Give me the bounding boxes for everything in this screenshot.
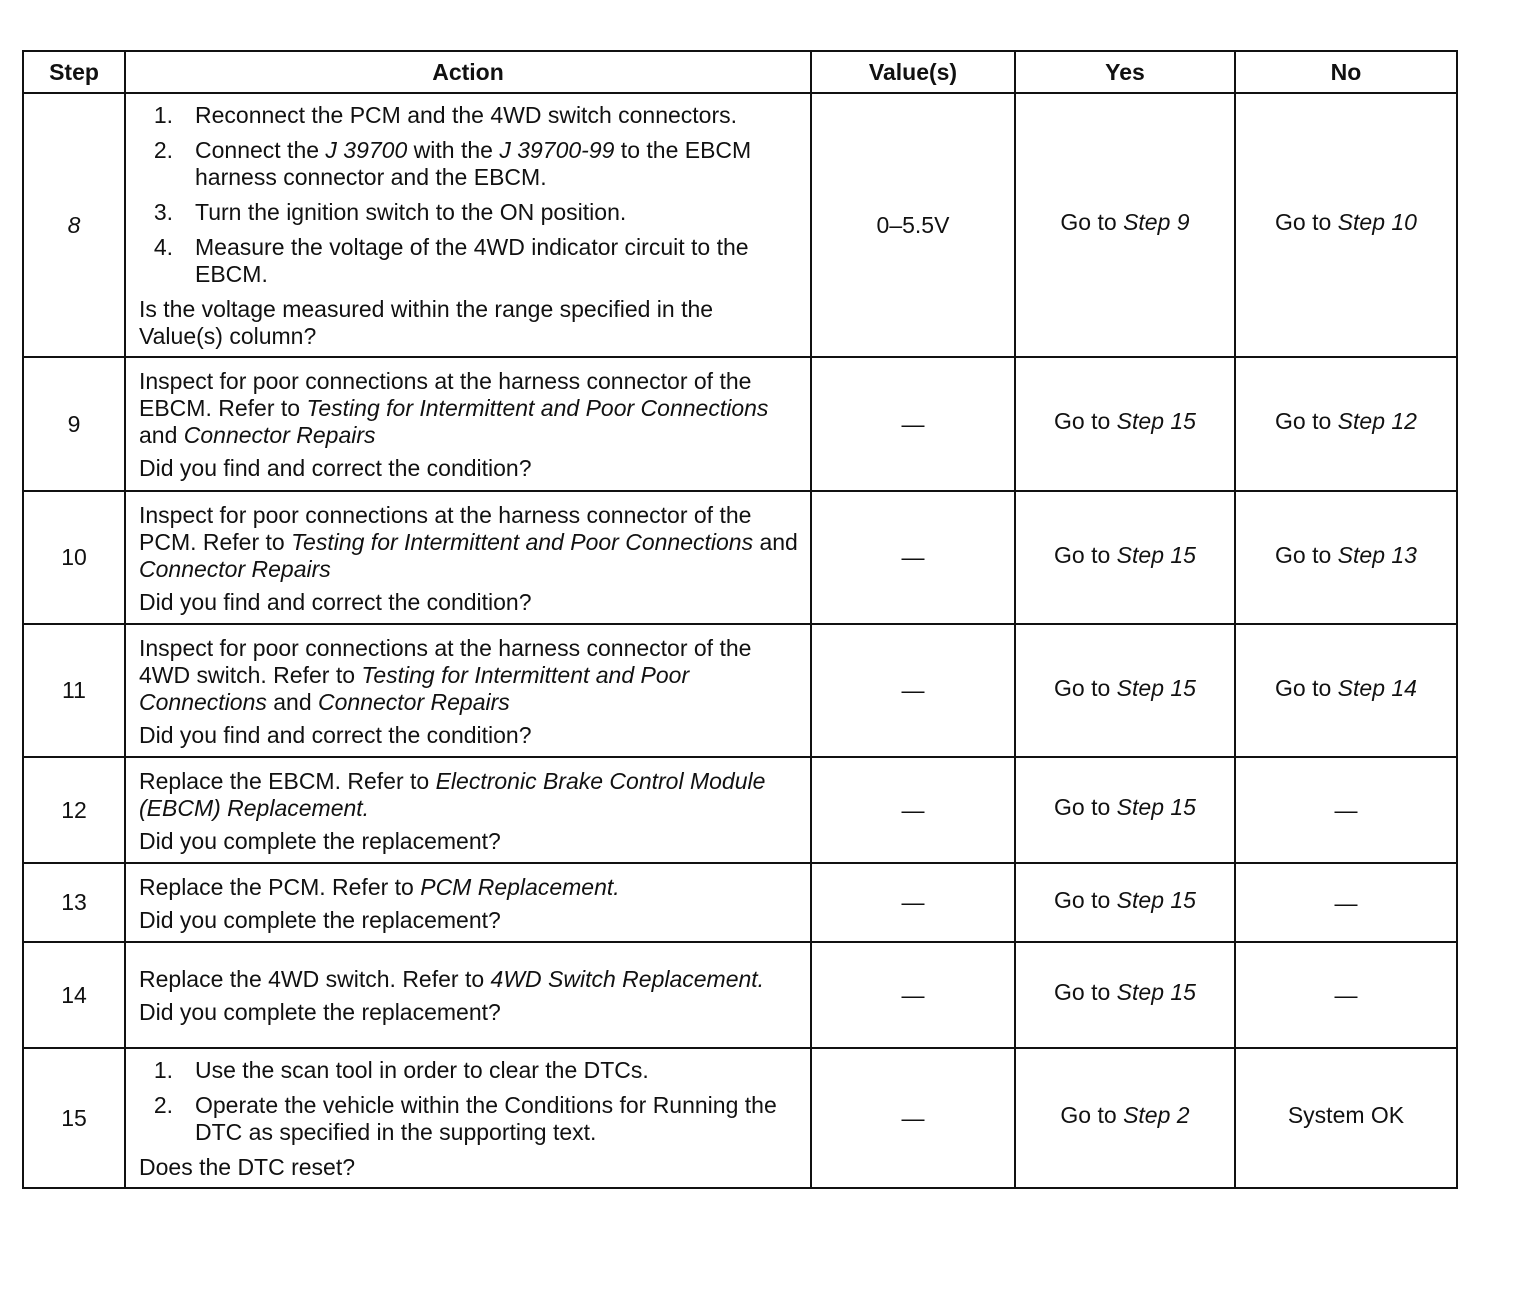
action-cell [125,93,811,357]
list-item: 4. Measure the voltage of the 4WD indicator circuit to the EBCM. [139,234,800,288]
reference-link: Testing for Intermittent and Poor Connections [291,528,754,555]
value-cell: — [811,357,1015,491]
action-cell [125,1048,811,1188]
step-number: 9 [23,357,125,491]
action-cell: Replace the EBCM. Refer to Electronic Brake Control Module (EBCM) Replacement. Did you complete the replacement? [125,757,811,863]
reference-link: Connector Repairs [318,688,510,715]
list-item: 3. Turn the ignition switch to the ON position. [139,199,800,226]
table-row [23,491,1457,624]
yes-cell: Go to Step 2 [1015,1048,1235,1188]
action-text: Measure the voltage of the 4WD indicator circuit to the EBCM. [195,234,749,287]
table-row [23,863,1457,942]
step-link: Step 14 [1337,674,1417,701]
yes-cell: Go to Step 15 [1015,757,1235,863]
header-row [23,51,1457,93]
reference-link: 4WD Switch Replacement. [490,966,765,992]
yes-cell: Go to Step 15 [1015,357,1235,491]
step-number: 11 [23,624,125,757]
header-yes: Yes [1015,51,1235,93]
reference-link: Connector Repairs [183,422,376,448]
reference-link: Testing for Intermittent and Poor Connections [306,395,769,421]
step-number: 13 [23,863,125,942]
step-link: Step 9 [1123,209,1190,235]
action-question: Does the DTC reset? [139,1154,356,1180]
step-number: 15 [23,1048,125,1188]
table-row [23,942,1457,1048]
reference-link: Connector Repairs [139,555,331,582]
table-row [23,757,1457,863]
list-item: 2. Operate the vehicle within the Conditions for Running the DTC as specified in the supporting text. [139,1092,800,1146]
action-question: Did you find and correct the condition? [139,721,532,748]
step-link: Step 13 [1337,541,1417,568]
list-item: 1. Reconnect the PCM and the 4WD switch connectors. [139,102,800,129]
step-number: 10 [23,491,125,624]
step-number: 8 [23,93,125,357]
step-number: 14 [23,942,125,1048]
header-step: Step [23,51,125,93]
action-question: Is the voltage measured within the range specified in the Value(s) column? [139,296,714,349]
value-cell: 0–5.5V [811,93,1015,357]
header-no: No [1235,51,1457,93]
reference-link: Testing for Intermittent and Poor Connections [139,661,690,715]
yes-cell: Go to Step 15 [1015,863,1235,942]
action-question: Did you complete the replacement? [139,827,501,854]
header-action: Action [125,51,811,93]
action-question: Did you find and correct the condition? [139,588,532,615]
action-text: Operate the vehicle within the Conditions for Running the DTC as specified in the supporting text. [195,1092,777,1145]
action-cell: Inspect for poor connections at the harness connector of the EBCM. Refer to Testing for Intermittent and Poor Connections and Connector Repairs Did you find and correct the condition? [125,357,811,491]
action-text: Use the scan tool in order to clear the DTCs. [195,1057,649,1083]
action-cell: Inspect for poor connections at the harness connector of the 4WD switch. Refer to Testing for Intermittent and Poor Connections and Connector Repairs Did you find and correct the condition? [125,624,811,757]
reference-link: Electronic Brake Control Module (EBCM) Replacement. [139,767,766,821]
step-link: Step 15 [1116,979,1196,1005]
diagnostic-table [22,50,1458,1189]
value-cell: — [811,1048,1015,1188]
value-cell: — [811,863,1015,942]
table-row [23,93,1457,357]
tool-reference: J 39700-99 [499,137,615,163]
no-cell: — [1235,863,1457,942]
action-question: Did you find and correct the condition? [139,455,532,481]
no-cell: — [1235,942,1457,1048]
value-cell: — [811,757,1015,863]
tool-reference: J 39700 [325,137,408,163]
table-row [23,357,1457,491]
no-cell: Go to Step 13 [1235,491,1457,624]
list-item: 2. Connect the J 39700 with the J 39700-99 to the EBCM harness connector and the EBCM. [153,137,752,190]
step-link: Step 12 [1337,408,1417,434]
table-row [23,1048,1457,1188]
yes-cell: Go to Step 15 [1015,491,1235,624]
yes-cell: Go to Step 15 [1015,942,1235,1048]
yes-cell: Go to Step 9 [1015,93,1235,357]
yes-cell: Go to Step 15 [1015,624,1235,757]
table-row [23,624,1457,757]
no-cell: — [1235,757,1457,863]
no-cell: Go to Step 14 [1235,624,1457,757]
no-cell: Go to Step 10 [1235,93,1457,357]
action-text: Turn the ignition switch to the ON position. [195,199,627,225]
no-cell: System OK [1235,1048,1457,1188]
step-link: Step 10 [1337,209,1417,235]
action-question: Did you complete the replacement? [139,906,501,933]
step-link: Step 2 [1123,1102,1190,1128]
step-link: Step 15 [1116,794,1196,820]
step-link: Step 15 [1116,408,1196,434]
list-item: 1. Use the scan tool in order to clear the DTCs. [139,1057,800,1084]
no-cell: Go to Step 12 [1235,357,1457,491]
value-cell: — [811,624,1015,757]
value-cell: — [811,942,1015,1048]
step-number: 12 [23,757,125,863]
value-cell: — [811,491,1015,624]
reference-link: PCM Replacement. [420,873,620,900]
action-question: Did you complete the replacement? [139,999,501,1025]
header-values: Value(s) [811,51,1015,93]
action-cell: Replace the 4WD switch. Refer to 4WD Switch Replacement. Did you complete the replacement? [125,942,811,1048]
step-link: Step 15 [1116,886,1196,913]
action-cell: Inspect for poor connections at the harness connector of the PCM. Refer to Testing for Intermittent and Poor Connections and Connector Repairs Did you find and correct the condition? [125,491,811,624]
action-text: Reconnect the PCM and the 4WD switch connectors. [195,102,738,128]
step-link: Step 15 [1116,541,1196,568]
action-cell: Replace the PCM. Refer to PCM Replacement. Did you complete the replacement? [125,863,811,942]
step-link: Step 15 [1116,674,1196,701]
